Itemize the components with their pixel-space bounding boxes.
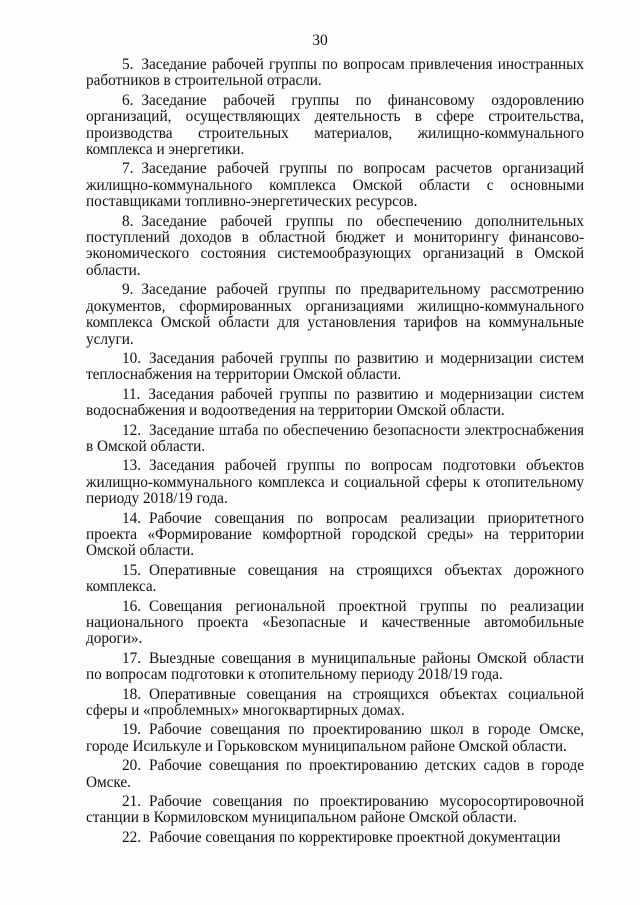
item-number: 7. <box>122 160 134 178</box>
item-text: Рабочие совещания по корректировке проектной документации <box>148 828 561 846</box>
item-number: 13. <box>122 457 141 475</box>
list-item <box>86 511 584 560</box>
item-number: 18. <box>122 685 141 703</box>
item-number: 6. <box>122 91 134 109</box>
item-number: 8. <box>122 212 134 230</box>
item-number: 19. <box>122 721 141 739</box>
item-text: Оперативные совещания на строящихся объектах дорожного комплекса. <box>86 561 584 596</box>
item-text: Оперативные совещания на строящихся объектах социальной сферы и «проблемных» многоквартирных домах. <box>86 685 584 720</box>
list-item <box>86 387 584 420</box>
page-number: 30 <box>312 32 328 49</box>
item-number: 17. <box>122 649 141 667</box>
list-item <box>86 599 584 648</box>
item-number: 5. <box>122 56 134 73</box>
item-list <box>86 57 584 849</box>
item-number: 9. <box>122 281 134 299</box>
item-text: Заседание рабочей группы по обеспечению дополнительных поступлений доходов в областной бюджет и мониторингу финансово-экономического состояния системообразующих организаций в Омской области. <box>86 212 584 279</box>
list-item <box>86 57 584 90</box>
item-number: 20. <box>122 757 141 775</box>
list-item <box>86 687 584 720</box>
list-item <box>86 351 584 384</box>
item-text: Рабочие совещания по вопросам реализации приоритетного проекта «Формирование комфортной городской среды» на территории Омской области. <box>86 509 584 560</box>
list-item <box>86 651 584 684</box>
list-item <box>86 282 584 348</box>
list-item <box>86 794 584 827</box>
item-number: 14. <box>122 509 141 527</box>
item-number: 16. <box>122 597 141 615</box>
list-item <box>86 214 584 280</box>
item-text: Заседание рабочей группы по финансовому оздоровлению организаций, осуществляющих деятельность в сфере строительства, производства строительных материалов, жилищно-коммунального комплекса и энергетики. <box>86 91 584 159</box>
item-number: 15. <box>122 561 141 579</box>
list-item <box>86 722 584 755</box>
item-number: 21. <box>122 793 141 811</box>
item-text: Заседания рабочей группы по развитию и модернизации систем водоснабжения и водоотведения на территории Омской области. <box>86 385 584 420</box>
item-text: Заседание рабочей группы по предварительному рассмотрению документов, сформированных организациями жилищно-коммунального комплекса Омской области для установления тарифов на коммунальные услуги. <box>86 281 584 348</box>
item-number: 11. <box>122 385 141 403</box>
list-item <box>86 830 584 846</box>
item-text: Совещания региональной проектной группы по реализации национального проекта «Безопасные и качественные автомобильные дороги». <box>86 597 584 648</box>
item-text: Заседание штаба по обеспечению безопасности электроснабжения в Омской области. <box>86 421 584 455</box>
list-item <box>86 758 584 791</box>
item-text: Рабочие совещания по проектированию школ в городе Омске, городе Исилькуле и Горьковском муниципальном районе Омской области. <box>86 721 584 755</box>
list-item <box>86 423 584 456</box>
item-text: Рабочие совещания по проектированию мусоросортировочной станции в Кормиловском муниципальном районе Омской области. <box>86 793 584 827</box>
item-text: Рабочие совещания по проектированию детских садов в городе Омске. <box>86 757 584 791</box>
item-number: 22. <box>122 828 141 846</box>
item-number: 10. <box>122 349 141 367</box>
item-text: Заседание рабочей группы по вопросам расчетов организаций жилищно-коммунального комплекса Омской области с основными поставщиками топливно-энергетических ресурсов. <box>86 160 584 211</box>
list-item <box>86 458 584 507</box>
item-text: Выездные совещания в муниципальные районы Омской области по вопросам подготовки к отопительному периоду 2018/19 года. <box>86 649 584 684</box>
item-text: Заседание рабочей группы по вопросам привлечения иностранных работников в строительной отрасли. <box>86 56 584 90</box>
list-item <box>86 563 584 596</box>
item-number: 12. <box>122 421 141 439</box>
item-text: Заседания рабочей группы по вопросам подготовки объектов жилищно-коммунального комплекса и социальной сферы к отопительному периоду 2018/19 года. <box>86 457 584 508</box>
item-text: Заседания рабочей группы по развитию и модернизации систем теплоснабжения на территории Омской области. <box>86 349 584 384</box>
list-item <box>86 161 584 210</box>
list-item <box>86 93 584 159</box>
